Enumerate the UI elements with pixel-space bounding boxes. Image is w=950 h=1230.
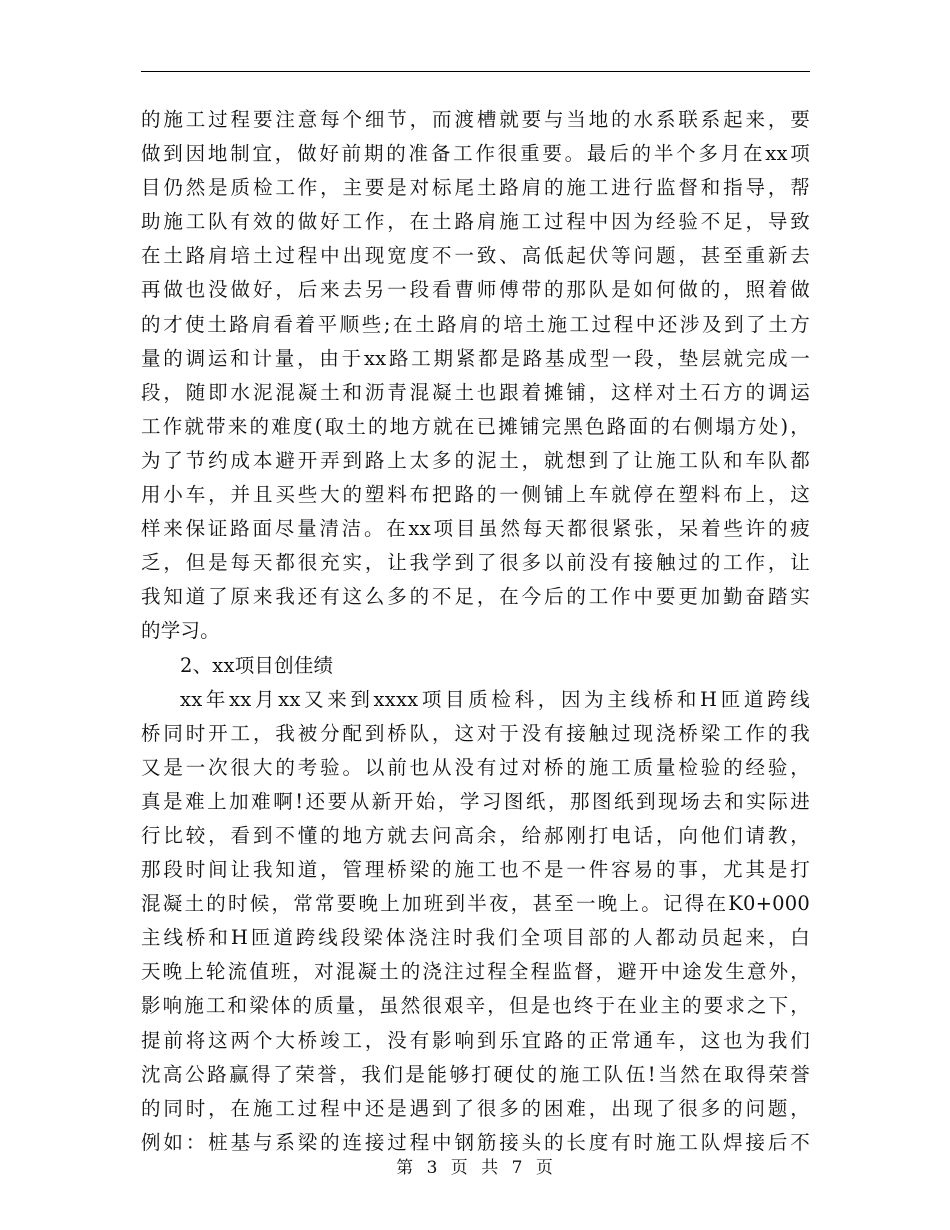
text-line: 为了节约成本避开弄到路上太多的泥土，就想到了让施工队和车队都 xyxy=(141,448,810,472)
text-line: 目仍然是质检工作，主要是对标尾土路肩的施工进行监督和指导，帮 xyxy=(141,176,810,200)
footer-page-unit: 页 xyxy=(450,1158,469,1178)
text-line: 又是一次很大的考验。以前也从没有过对桥的施工质量检验的经验， xyxy=(141,755,810,779)
text-line: 再做也没做好，后来去另一段看曹师傅带的那队是如何做的，照着做 xyxy=(141,278,810,302)
text-line: 的同时，在施工过程中还是遇到了很多的困难，出现了很多的问题， xyxy=(141,1096,810,1120)
body-text xyxy=(141,103,810,1160)
text-line: xx年xx月xx又来到xxxx项目质检科，因为主线桥和H匝道跨线 xyxy=(180,687,810,711)
footer-total-unit: 页 xyxy=(535,1158,554,1178)
text-line: 沈高公路赢得了荣誉，我们是能够打硬仗的施工队伍!当然在取得荣誉 xyxy=(141,1062,810,1086)
text-line: 天晚上轮流值班，对混凝土的浇注过程全程监督，避开中途发生意外， xyxy=(141,960,810,984)
text-line: 样来保证路面尽量清洁。在xx项目虽然每天都很紧张，呆着些许的疲 xyxy=(141,517,810,541)
total-pages: 7 xyxy=(511,1158,524,1178)
section-heading: 2、xx项目创佳绩 xyxy=(180,653,334,677)
text-line: 真是难上加难啊!还要从新开始，学习图纸，那图纸到现场去和实际进 xyxy=(141,789,810,813)
text-line: 主线桥和H匝道跨线段梁体浇注时我们全项目部的人都动员起来，白 xyxy=(141,926,810,950)
text-line: 影响施工和梁体的质量，虽然很艰辛，但是也终于在业主的要求之下， xyxy=(141,994,810,1018)
text-line: 的学习。 xyxy=(141,619,220,643)
text-line: 用小车，并且买些大的塑料布把路的一侧铺上车就停在塑料布上，这 xyxy=(141,483,810,507)
text-line: 乏，但是每天都很充实，让我学到了很多以前没有接触过的工作，让 xyxy=(141,551,810,575)
header-rule xyxy=(141,71,810,72)
text-line: 量的调运和计量，由于xx路工期紧都是路基成型一段，垫层就完成一 xyxy=(141,346,810,370)
footer-total-prefix: 共 xyxy=(481,1158,500,1178)
text-line: 混凝土的时候，常常要晚上加班到半夜，甚至一晚上。记得在K0+000 xyxy=(141,892,810,916)
text-line: 在土路肩培土过程中出现宽度不一致、高低起伏等问题，甚至重新去 xyxy=(141,244,810,268)
text-line: 例如：桩基与系梁的连接过程中钢筋接头的长度有时施工队焊接后不 xyxy=(141,1130,810,1154)
page-footer xyxy=(0,1153,950,1178)
text-line: 我知道了原来我还有这么多的不足，在今后的工作中要更加勤奋踏实 xyxy=(141,585,810,609)
text-line: 提前将这两个大桥竣工，没有影响到乐宜路的正常通车，这也为我们 xyxy=(141,1028,810,1052)
text-line: 的才使土路肩看着平顺些;在土路肩的培土施工过程中还涉及到了土方 xyxy=(141,312,810,336)
text-line: 助施工队有效的做好工作，在土路肩施工过程中因为经验不足，导致 xyxy=(141,210,810,234)
text-line: 那段时间让我知道，管理桥梁的施工也不是一件容易的事，尤其是打 xyxy=(141,858,810,882)
page-number: 3 xyxy=(426,1158,439,1178)
text-line: 的施工过程要注意每个细节，而渡槽就要与当地的水系联系起来，要 xyxy=(141,108,810,131)
text-line: 行比较，看到不懂的地方就去问高余，给郝刚打电话，向他们请教， xyxy=(141,823,810,847)
text-line: 段，随即水泥混凝土和沥青混凝土也跟着摊铺，这样对土石方的调运 xyxy=(141,380,810,404)
text-line: 做到因地制宜，做好前期的准备工作很重要。最后的半个多月在xx项 xyxy=(141,142,810,166)
text-line: 工作就带来的难度(取土的地方就在已摊铺完黑色路面的右侧塌方处)， xyxy=(141,414,810,438)
footer-prefix: 第 xyxy=(396,1158,415,1178)
text-line: 桥同时开工，我被分配到桥队，这对于没有接触过现浇桥梁工作的我 xyxy=(141,721,810,745)
